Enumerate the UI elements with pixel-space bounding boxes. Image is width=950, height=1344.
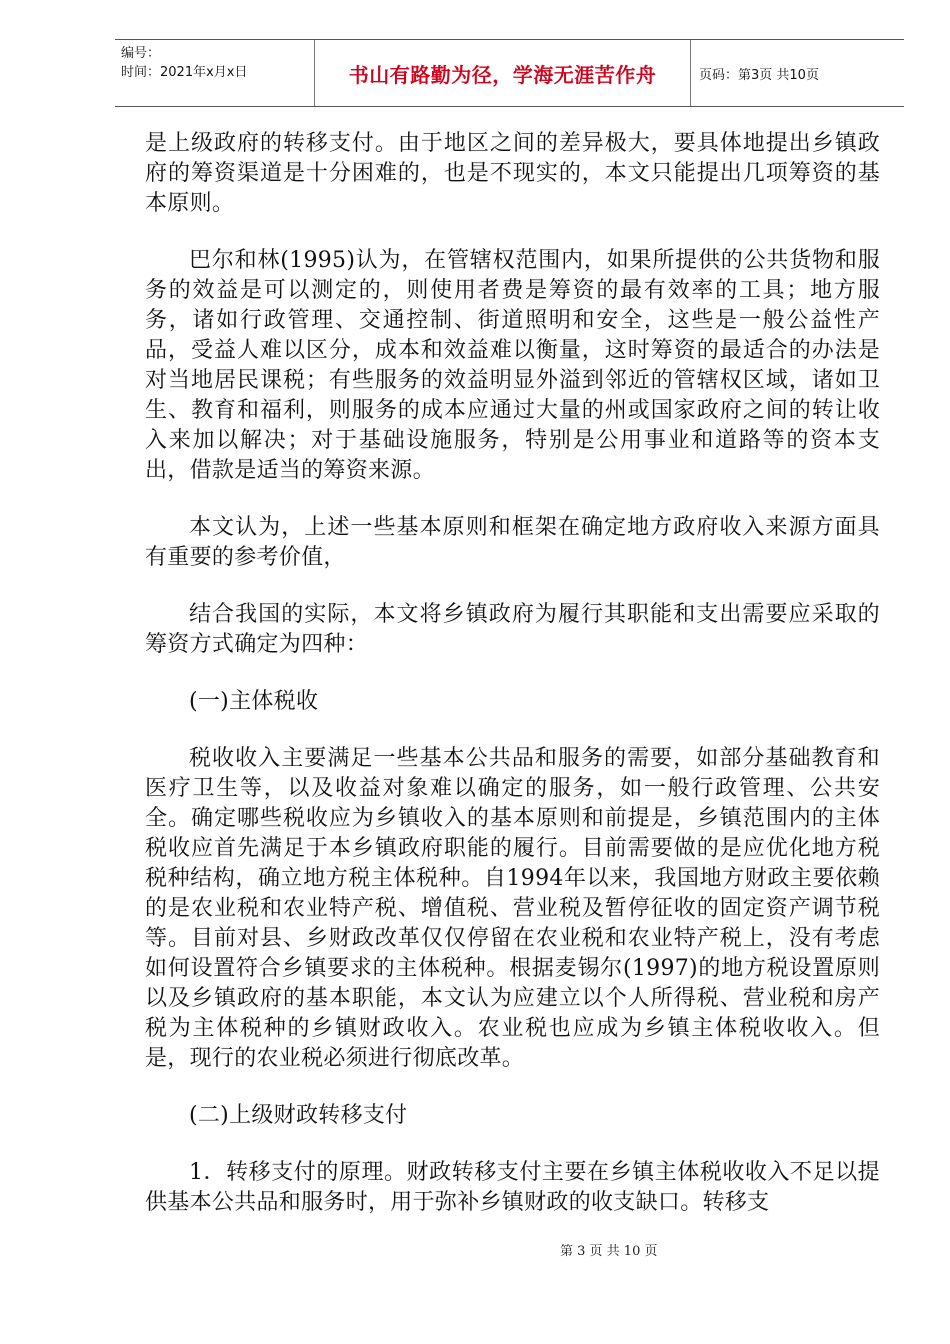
paragraph-transfer-principle: 1．转移支付的原理。财政转移支付主要在乡镇主体税收收入不足以提供基本公共品和服务时，用于弥补乡镇财政的收支缺口。转移支 xyxy=(145,1160,880,1215)
paragraph-barr-lin: 巴尔和林(1995)认为，在管辖权范围内，如果所提供的公共货物和服务的效益是可以测定的，则使用者费是筹资的最有效率的工具；地方服务，诸如行政管理、交通控制、街道照明和安全，这些是一般公益性产品，受益人难以区分，成本和效益难以衡量，这时筹资的最适合的办法是对当地居民课税；有些服务的效益明显外溢到邻近的管辖权区域，诸如卫生、教育和福利，则服务的成本应通过大量的州或国家政府之间的转让收入来加以解决；对于基础设施服务，特别是公用事业和道路等的资本支出，借款是适当的筹资来源。 xyxy=(145,248,880,483)
page-footer: 第 3 页 共 10 页 xyxy=(560,1244,658,1259)
paragraph-continuation: 是上级政府的转移支付。由于地区之间的差异极大，要具体地提出乡镇政府的筹资渠道是十分困难的，也是不现实的，本文只能提出几项筹资的基本原则。 xyxy=(145,131,880,216)
header-meta xyxy=(115,40,315,106)
header-motto: 书山有路勤为径，学海无涯苦作舟 xyxy=(315,40,691,106)
section-heading-transfer-payment: (二)上级财政转移支付 xyxy=(189,1103,408,1128)
serial-label: 编号： xyxy=(121,46,161,61)
section-heading-main-tax: (一)主体税收 xyxy=(189,689,319,714)
paragraph-reference-value: 本文认为，上述一些基本原则和框架在确定地方政府收入来源方面具有重要的参考价值， xyxy=(145,515,880,570)
document-body xyxy=(145,129,880,1218)
time-label: 时间：2021年x月x日 xyxy=(121,65,248,80)
paragraph-four-methods: 结合我国的实际，本文将乡镇政府为履行其职能和支出需要应采取的筹资方式确定为四种： xyxy=(145,602,880,657)
paragraph-main-tax: 税收收入主要满足一些基本公共品和服务的需要，如部分基础教育和医疗卫生等，以及收益对象难以确定的服务，如一般行政管理、公共安全。确定哪些税收应为乡镇收入的基本原则和前提是，乡镇范围内的主体税收应首先满足于本乡镇政府职能的履行。目前需要做的是应优化地方税税种结构，确立地方税主体税种。自1994年以来，我国地方财政主要依赖的是农业税和农业特产税、增值税、营业税及暂停征收的固定资产调节税等。目前对县、乡财政改革仅仅停留在农业税和农业特产税上，没有考虑如何设置符合乡镇要求的主体税种。根据麦锡尔(1997)的地方税设置原则以及乡镇政府的基本职能，本文认为应建立以个人所得税、营业税和房产税为主体税种的乡镇财政收入。农业税也应成为乡镇主体税收收入。但是，现行的农业税必须进行彻底改革。 xyxy=(145,746,880,1071)
page-header xyxy=(115,39,904,107)
header-page-info: 页码：第3页 共10页 xyxy=(699,67,819,83)
